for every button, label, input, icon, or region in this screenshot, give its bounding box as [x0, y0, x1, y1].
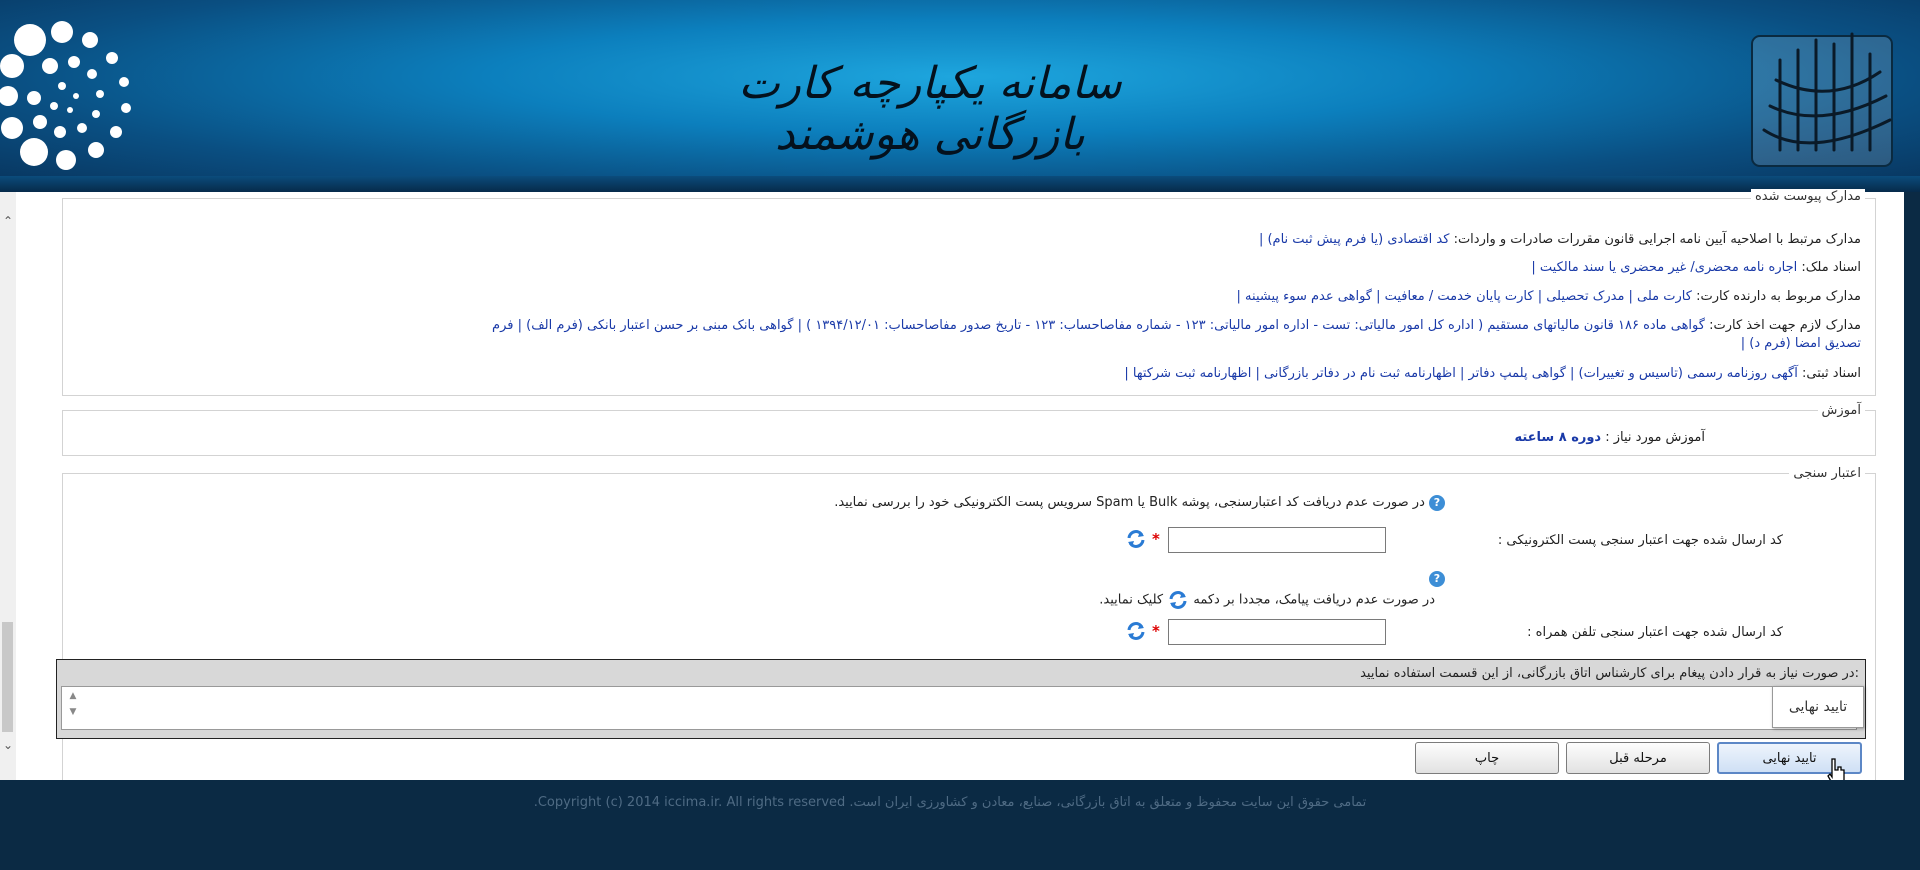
print-button[interactable]: چاپ: [1415, 742, 1559, 774]
docs-row-label: مدارک لازم جهت اخذ کارت:: [1709, 318, 1861, 333]
docs-row-property: [77, 259, 1861, 277]
training-section: [62, 403, 1876, 456]
help-icon[interactable]: ?: [1429, 495, 1445, 511]
docs-row-links-continued[interactable]: تصدیق امضا (فرم د) |: [1740, 336, 1861, 351]
refresh-icon[interactable]: [1125, 621, 1147, 641]
scroll-down-icon[interactable]: ⌄: [2, 738, 14, 752]
docs-row-label: مدارک مرتبط با اصلاحیه آیین نامه اجرایی قانون مقررات صادرات و واردات:: [1453, 232, 1861, 247]
phone-code-input[interactable]: [1168, 619, 1386, 645]
docs-row-required: [77, 317, 1861, 353]
docs-row-links[interactable]: گواهی ماده ۱۸۶ قانون مالیاتهای مستقیم ( اداره کل امور مالیاتی: تست - اداره امور مالیاتی: ۱۲۳ - شماره مفاصاحساب: ۱۲۳ - تاریخ صدور مفاصاحساب: ۱۳۹۴/۱۲/۰۱ ) | گواهی بانک مبنی بر حسن اعتبار بانکی (فرم الف) | فرم: [492, 318, 1705, 333]
tooltip: تایید نهایی: [1772, 686, 1864, 728]
message-textarea[interactable]: [61, 686, 1857, 730]
sms-hint-text-row: [77, 590, 1435, 610]
docs-row-card-holder: [77, 288, 1861, 306]
docs-row-export-import: [77, 231, 1861, 249]
sms-hint-before: در صورت عدم دریافت پیامک، مجددا بر دکمه: [1193, 592, 1435, 608]
copyright-text: تمامی حقوق این سایت محفوظ و متعلق به اتاق بازرگانی، صنایع، معادن و کشاورزی ایران است. Copyright (c) 2014 iccima.ir. All rights reserved.: [533, 795, 1367, 810]
training-value: دوره ۸ ساعته: [1514, 430, 1602, 445]
page-title: سامانه یکپارچه کارت بازرگانی هوشمند: [738, 58, 1122, 160]
docs-row-registration: [77, 365, 1861, 383]
training-row: [77, 429, 1705, 447]
attached-docs-section: [62, 189, 1876, 396]
refresh-icon[interactable]: [1167, 590, 1189, 610]
scroll-up-icon[interactable]: ⌃: [2, 214, 14, 228]
docs-row-label: مدارک مربوط به دارنده کارت:: [1696, 289, 1861, 304]
docs-row-label: اسناد ملک:: [1801, 260, 1861, 275]
email-hint-row: [77, 494, 1445, 512]
sms-hint-row: [77, 570, 1445, 588]
required-mark: *: [1152, 622, 1160, 640]
docs-row-links[interactable]: کارت ملی | مدرک تحصیلی | کارت پایان خدمت / معافیت | گواهی عدم سوء پیشینه |: [1236, 289, 1692, 304]
circle-dots-logo: [0, 10, 140, 170]
phone-code-label: کد ارسال شده جهت اعتبار سنجی تلفن همراه :: [1527, 625, 1783, 640]
site-footer: [0, 780, 1920, 870]
scrollbar-thumb[interactable]: [2, 622, 13, 732]
help-icon[interactable]: ?: [1429, 571, 1445, 587]
refresh-icon[interactable]: [1125, 529, 1147, 549]
site-header: [0, 0, 1920, 192]
previous-step-button[interactable]: مرحله قبل: [1566, 742, 1710, 774]
final-confirm-button[interactable]: تایید نهایی: [1717, 742, 1862, 774]
attached-docs-legend: مدارک پیوست شده: [1751, 189, 1865, 204]
message-label: در صورت نیاز به قرار دادن پیغام برای کارشناس اتاق بازرگانی، از این قسمت استفاده نمایید:: [1360, 666, 1859, 681]
docs-row-links[interactable]: اجاره نامه محضری/ غیر محضری یا سند مالکیت |: [1531, 260, 1798, 275]
textarea-scroll-arrows[interactable]: ▲ ▼: [69, 691, 77, 717]
message-box: [56, 659, 1866, 739]
required-mark: *: [1152, 530, 1160, 548]
email-hint-text: در صورت عدم دریافت کد اعتبارسنجی، پوشه Bulk یا Spam سرویس پست الکترونیکی خود را بررسی نمایید.: [834, 495, 1425, 510]
vertical-scrollbar[interactable]: [0, 192, 17, 780]
training-legend: آموزش: [1818, 403, 1865, 418]
sms-hint-after: کلیک نمایید.: [1099, 592, 1164, 608]
validation-legend: اعتبار سنجی: [1789, 466, 1865, 481]
bismillah-calligraphy: [1740, 10, 1910, 180]
docs-row-links[interactable]: آگهی روزنامه رسمی (تاسیس و تغییرات) | گواهی پلمپ دفاتر | اظهارنامه ثبت نام در دفاتر بازرگانی | اظهارنامه ثبت شرکتها |: [1124, 366, 1798, 381]
docs-row-label: اسناد ثبتی:: [1802, 366, 1861, 381]
email-code-input[interactable]: [1168, 527, 1386, 553]
docs-row-links[interactable]: کد اقتصادی (یا فرم پیش ثبت نام) |: [1258, 232, 1450, 247]
email-code-label: کد ارسال شده جهت اعتبار سنجی پست الکترونیکی :: [1497, 533, 1783, 548]
training-label: آموزش مورد نیاز :: [1605, 430, 1705, 445]
